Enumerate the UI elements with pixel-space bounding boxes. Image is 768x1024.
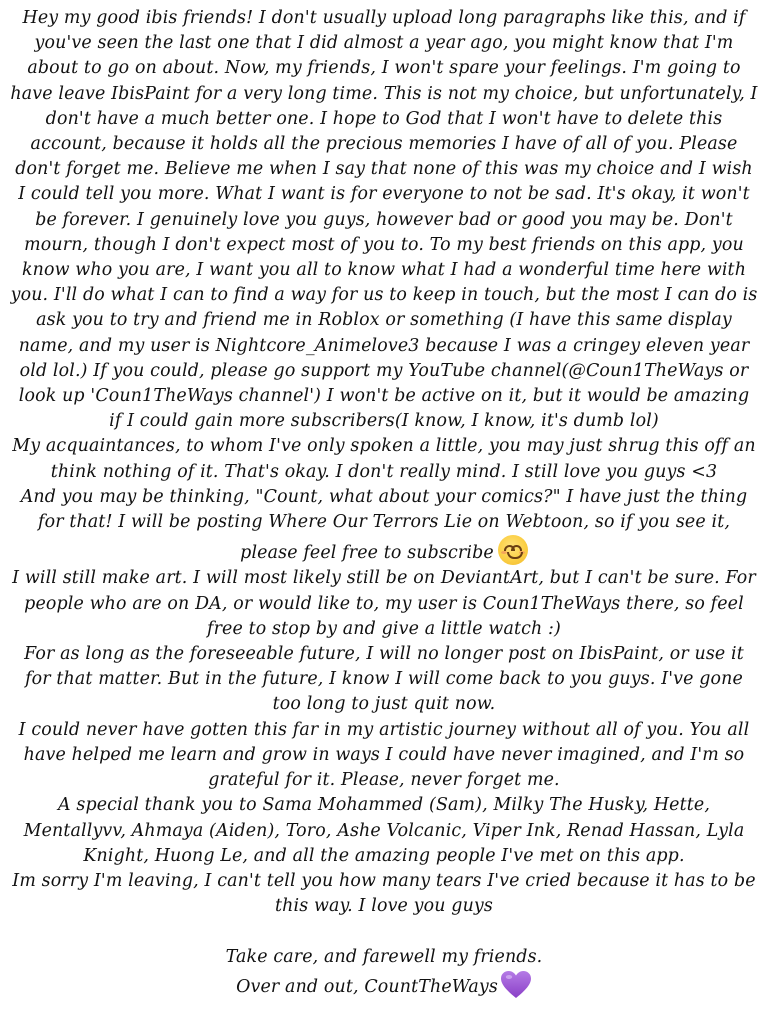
paragraph-future: For as long as the foreseeable future, I will no longer post on IbisPaint, or use it for that matter. But in the future, I know I will come back to you guys. I've gone too long to just quit now.	[24, 644, 744, 715]
blank-line	[10, 919, 758, 944]
smiling-face-emoji-icon	[498, 535, 528, 565]
paragraph-farewell-intro: Hey my good ibis friends! I don't usually upload long paragraphs like this, and if you've seen the last one that I did almost a year ago, you might know that I'm about to go on about. Now, my friends, I won't spare your feelings. I'm going to have leave IbisPaint for a very long time. This is not my choice, but unfortunately, I don't have a much better one. I hope to God that I won't have to delete this account, because it holds all the precious memories I have of all of you. Please don't forget me. Believe me when I say that none of this was my choice and I wish I could tell you more. What I want is for everyone to not be sad. It's okay, it won't be forever. I genuinely love you guys, however bad or good you may be. Don't mourn, though I don't expect most of you to. To my best friends on this app, you know who you are, I want you all to know what I had a wonderful time here with you. I'll do what I can to find a way for us to keep in touch, but the most I can do is ask you to try and friend me in Roblox or something (I have this same display name, and my user is Nightcore_Animelove3 because I was a cringey eleven year old lol.) If you could, please go support my YouTube channel(@Coun1TheWays or look up 'Coun1TheWays channel') I won't be active on it, but it would be amazing if I could gain more subscribers(I know, I know, it's dumb lol)	[10, 8, 758, 432]
signature-line	[10, 970, 758, 1000]
paragraph-gratitude: I could never have gotten this far in my artistic journey without all of you. You all have helped me learn and grow in ways I could have never imagined, and I'm so grateful for it. Please, never forget me.	[18, 719, 750, 791]
paragraph-deviantart: I will still make art. I will most likely still be on DeviantArt, but I can't be sure. For people who are on DA, or would like to, my user is Coun1TheWays there, so feel free to stop by and give a little watch :)	[12, 568, 756, 639]
paragraph-apology: Im sorry I'm leaving, I can't tell you how many tears I've cried because it has to be this way. I love you guys	[12, 870, 756, 917]
paragraph-comics-text: And you may be thinking, "Count, what about your comics?" I have just the thing for that! I will be posting Where Our Terrors Lie on Webtoon, so if you see it, please feel free to subscribe	[20, 486, 748, 564]
purple-heart-emoji-icon	[500, 970, 532, 1000]
signature-text: Over and out, CountTheWays	[236, 976, 498, 997]
paragraph-special-thanks: A special thank you to Sama Mohammed (Sam), Milky The Husky, Hette, Mentallyvv, Ahmaya (Aiden), Toro, Ashe Volcanic, Viper Ink, Renad Hassan, Lyla Knight, Huong Le, and all the amazing people I've met on this app.	[23, 795, 745, 866]
paragraph-acquaintances: My acquaintances, to whom I've only spoken a little, you may just shrug this off an think nothing of it. That's okay. I don't really mind. I still love you guys <3	[12, 436, 756, 482]
paragraph-comics	[10, 485, 758, 567]
closing-line: Take care, and farewell my friends.	[225, 946, 543, 967]
